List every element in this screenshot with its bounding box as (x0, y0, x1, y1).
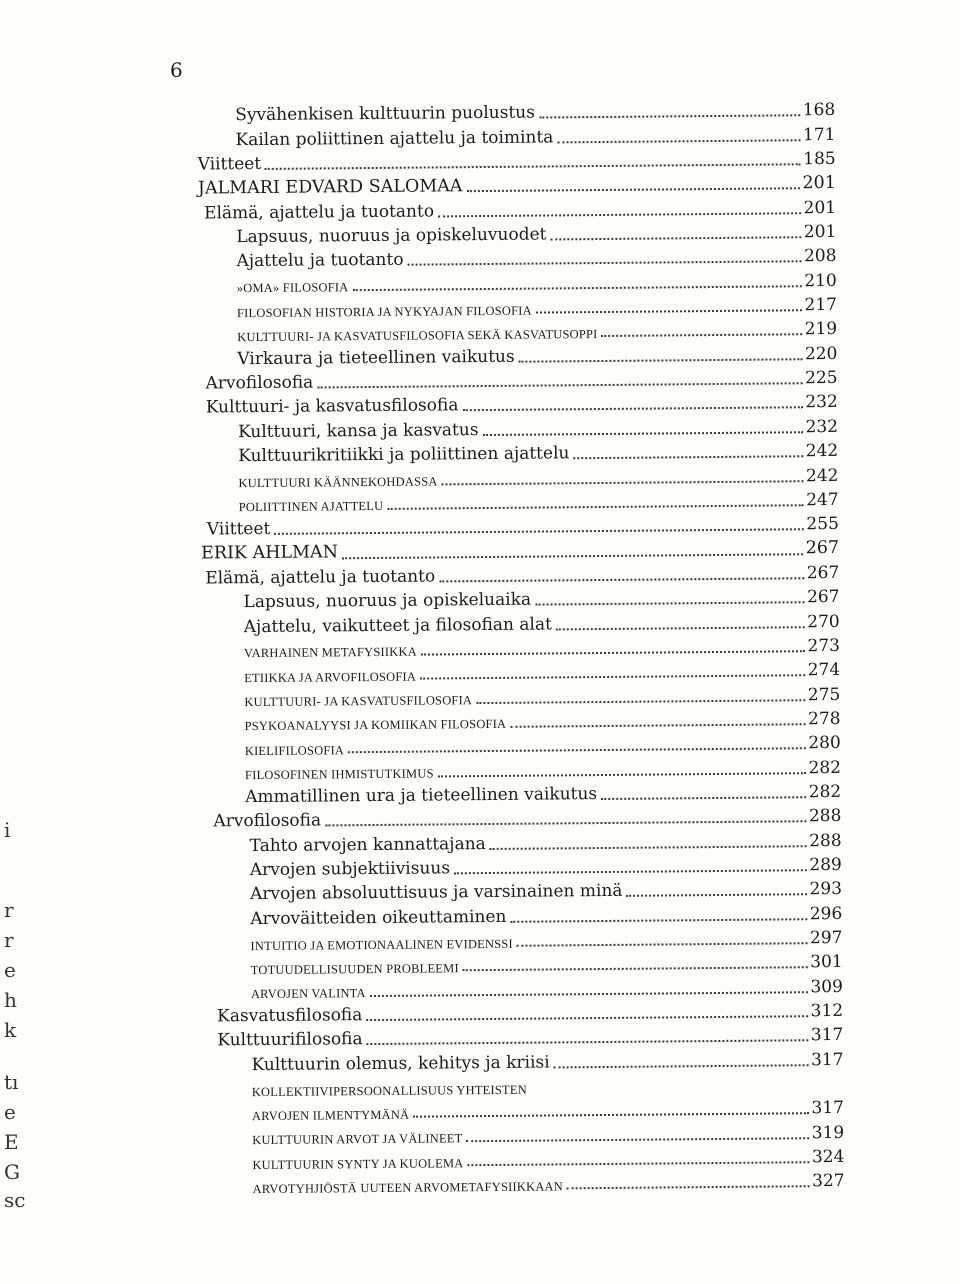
dot-leader (325, 821, 806, 827)
toc-entry-title: Kulttuurikritiikki ja poliittinen ajattelu (238, 443, 570, 467)
margin-fragment: sc (4, 1188, 26, 1212)
dot-leader (601, 796, 806, 800)
toc-entry-title: JALMARI EDVARD SALOMAA (197, 176, 463, 199)
dot-leader (510, 723, 805, 728)
toc-entry-page-number: 232 (805, 392, 838, 413)
toc-entry-title: POLIITTINEN AJATTELU (238, 499, 384, 515)
dot-leader (367, 1040, 808, 1046)
toc-entry-title: KULTTUURIN ARVOT JA VÄLINEET (252, 1131, 463, 1148)
toc-entry-page-number: 301 (810, 952, 843, 973)
margin-fragment: E (4, 1130, 19, 1154)
toc-entry-page-number: 317 (811, 1098, 845, 1119)
adjacent-page-margin-fragments (0, 810, 30, 1230)
toc-entry-page-number: 267 (805, 537, 840, 559)
toc-entry-page-number: 274 (807, 660, 841, 681)
toc-entry-page-number: 242 (805, 465, 839, 486)
margin-fragment: r (4, 898, 14, 922)
toc-entry-title: ARVOJEN ILMENTYMÄNÄ (251, 1107, 410, 1124)
toc-entry-title: ARVOTYHJIÖSTÄ UUTEEN ARVOMETAFYSIIKKAAN (252, 1179, 564, 1197)
toc-entry-page-number: 201 (803, 197, 837, 218)
dot-leader (466, 1137, 808, 1142)
dot-leader (476, 699, 805, 704)
toc-entry-title: Syvähenkisen kulttuurin puolustus (235, 102, 536, 126)
toc-entry-title: Viitteet (206, 519, 271, 540)
toc-entry-page-number: 278 (808, 708, 841, 730)
toc-entry-page-number: 319 (811, 1122, 845, 1143)
toc-entry-page-number: 282 (808, 757, 842, 778)
toc-entry-page-number: 288 (808, 806, 842, 827)
toc-entry-page-number: 275 (807, 684, 841, 705)
dot-leader (265, 163, 800, 170)
dot-leader (573, 455, 802, 459)
dot-leader (366, 1015, 807, 1021)
toc-entry-title: Arvofilosofia (213, 810, 322, 832)
toc-entry-page-number: 273 (807, 635, 840, 657)
dot-leader (420, 674, 805, 679)
toc-entry-page-number: 282 (808, 781, 842, 803)
margin-fragment: k (4, 1018, 17, 1042)
toc-entry-title: ARVOJEN VALINTA (250, 986, 366, 1002)
toc-entry-title: Lapsuus, nuoruus ja opiskeluaika (243, 589, 532, 613)
toc-entry-title: Kulttuuri, kansa ja kasvatus (237, 419, 479, 442)
dot-leader (438, 772, 806, 777)
toc-entry-title: Kulttuurifilosofia (217, 1029, 363, 1051)
toc-entry-title: Tahto arvojen kannattajana (249, 833, 486, 856)
toc-entry-page-number: 296 (809, 903, 843, 924)
toc-entry-page-number: 219 (804, 319, 838, 340)
toc-entry-page-number: 201 (802, 172, 836, 194)
toc-entry-title: Kulttuurin olemus, kehitys ja kriisi (251, 1052, 550, 1075)
toc-entry-title: Arvojen absoluuttisuus ja varsinainen minä (249, 881, 623, 905)
toc-entry-title: Lapsuus, nuoruus ja opiskeluvuodet (236, 224, 547, 248)
toc-entry-page-number: 309 (810, 976, 843, 997)
dot-leader (438, 212, 801, 217)
toc-entry-title: Kulttuuri- ja kasvatusfilosofia (205, 395, 459, 418)
table-of-contents (0, 97, 960, 1201)
dot-leader (352, 285, 801, 291)
toc-entry-title: FILOSOFIAN HISTORIA JA NYKYAJAN FILOSOFIA (236, 303, 532, 320)
toc-entry-title: ETIIKKA JA ARVOFILOSOFIA (244, 669, 417, 685)
dot-leader (556, 626, 804, 630)
margin-fragment: e (4, 1100, 16, 1124)
toc-entry-title: Ajattelu, vaikutteet ja filosofian alat (243, 614, 552, 637)
dot-leader (467, 1161, 808, 1166)
toc-entry-page-number: 324 (811, 1147, 845, 1168)
toc-entry-page-number: 289 (809, 854, 842, 876)
toc-entry (252, 1169, 844, 1199)
toc-entry-title: Viitteet (197, 153, 262, 175)
toc-entry-page-number: 210 (804, 270, 837, 291)
margin-fragment: e (4, 958, 16, 982)
dot-leader (370, 991, 808, 997)
toc-entry-title: Arvoväitteiden oikeuttaminen (250, 906, 507, 929)
dot-leader (627, 894, 807, 898)
toc-entry-page-number: 185 (803, 148, 836, 170)
toc-entry-title: VARHAINEN METAFYSIIKKA (243, 645, 417, 661)
dot-leader (421, 650, 805, 655)
dot-leader (348, 748, 805, 754)
toc-entry-title: Elämä, ajattelu ja tuotanto (205, 566, 436, 589)
toc-entry-title: PSYKOANALYYSI JA KOMIIKAN FILOSOFIA (244, 717, 507, 734)
margin-fragment: i (4, 818, 11, 842)
toc-entry-title: KIELIFILOSOFIA (244, 743, 345, 758)
toc-entry-page-number: 171 (802, 124, 836, 145)
toc-entry-page-number: 270 (807, 611, 840, 632)
toc-entry-page-number: 220 (804, 343, 838, 365)
dot-leader (567, 1186, 809, 1190)
dot-leader (531, 1090, 811, 1092)
dot-leader (467, 188, 800, 193)
toc-entry-page-number: 242 (805, 441, 839, 462)
dot-leader (439, 577, 804, 582)
toc-entry-title: Kasvatusfilosofia (217, 1005, 363, 1027)
dot-leader (517, 942, 807, 947)
dot-leader (554, 1064, 808, 1068)
toc-entry-page-number: 232 (805, 416, 839, 438)
dot-leader (510, 918, 806, 923)
dot-leader (408, 261, 802, 266)
toc-entry-page-number: 317 (810, 1049, 844, 1070)
margin-fragment: r (4, 928, 14, 952)
toc-entry-title: KULTTUURIN SYNTY JA KUOLEMA (252, 1155, 464, 1172)
dot-leader (490, 845, 806, 850)
page-number: 6 (170, 58, 183, 82)
toc-entry-page-number: 208 (803, 246, 837, 267)
toc-entry-title: ERIK AHLMAN (200, 542, 339, 564)
margin-fragment: tı (4, 1070, 19, 1094)
dot-leader (535, 601, 804, 605)
toc-entry-page-number: 201 (803, 222, 837, 243)
dot-leader (454, 869, 806, 874)
toc-entry-title: KULTTUURI- JA KASVATUSFILOSOFIA SEKÄ KASVATUSOPPI (237, 326, 598, 345)
toc-entry-page-number: 297 (809, 927, 843, 949)
toc-entry-title: INTUITIO JA EMOTIONAALINEN EVIDENSSI (250, 936, 513, 953)
dot-leader (463, 967, 807, 972)
toc-entry-page-number: 293 (809, 879, 843, 900)
toc-entry-page-number: 168 (802, 100, 836, 121)
dot-leader (602, 334, 802, 338)
toc-entry-title: »OMA» FILOSOFIA (236, 280, 349, 296)
toc-entry-page-number: 225 (805, 368, 838, 389)
toc-entry-page-number: 288 (809, 830, 842, 851)
toc-entry-page-number: 255 (806, 514, 839, 535)
dot-leader (413, 1113, 808, 1118)
dot-leader (536, 309, 802, 313)
toc-entry-title: Ajattelu ja tuotanto (236, 250, 404, 272)
dot-leader (387, 504, 803, 510)
dot-leader (274, 528, 803, 535)
margin-fragment: h (4, 988, 17, 1012)
toc-entry-title: Virkaura ja tieteellinen vaikutus (237, 346, 515, 369)
dot-leader (550, 236, 800, 240)
toc-entry-title: KULTTUURI KÄÄNNEKOHDASSA (238, 474, 438, 491)
toc-entry-title: KOLLEKTIIVIPERSOONALLISUUS YHTEISTEN (251, 1082, 527, 1099)
toc-entry-title: FILOSOFINEN IHMISTUTKIMUS (244, 766, 434, 783)
toc-entry-page-number: 267 (806, 562, 840, 584)
toc-entry-page-number: 280 (808, 733, 841, 754)
dot-leader (317, 382, 802, 388)
margin-fragment: G (4, 1160, 20, 1184)
dot-leader (442, 480, 803, 485)
dot-leader (557, 139, 800, 143)
toc-entry-page-number: 247 (806, 489, 839, 511)
toc-entry-title: Elämä, ajattelu ja tuotanto (204, 201, 435, 224)
toc-entry-title: TOTUUDELLISUUDEN PROBLEEMI (250, 961, 459, 977)
dot-leader (483, 431, 803, 436)
toc-entry-page-number: 317 (810, 1025, 844, 1046)
dot-leader (519, 358, 802, 362)
toc-entry-page-number: 217 (804, 295, 838, 316)
toc-entry-title: Arvojen subjektiivisuus (249, 858, 451, 881)
toc-entry-page-number: 267 (806, 587, 840, 608)
toc-entry-title: Kailan poliittinen ajattelu ja toiminta (235, 127, 554, 150)
toc-entry-page-number: 312 (810, 1000, 844, 1022)
toc-entry-title: KULTTUURI- JA KASVATUSFILOSOFIA (244, 693, 473, 710)
dot-leader (342, 553, 803, 559)
toc-entry-page-number: 327 (812, 1171, 845, 1192)
toc-entry-title: Ammatillinen ura ja tieteellinen vaikutus (245, 784, 598, 808)
toc-entry-title: Arvofilosofia (205, 372, 314, 394)
dot-leader (462, 407, 802, 412)
dot-leader (539, 115, 800, 119)
